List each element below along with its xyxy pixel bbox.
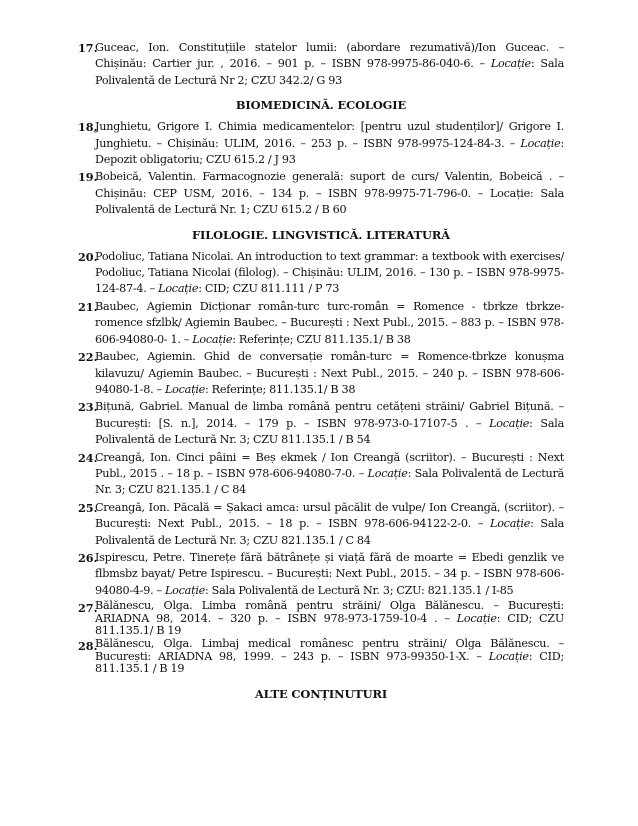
bibliography-entry bbox=[78, 40, 564, 89]
entry-text bbox=[95, 349, 564, 398]
entry-citation: Baubec, Agiemin. Ghid de conversație român-turc = Romence-tbrkze konușma kilavuzu/ Agiemin Baubec. – București : Next Publ., 2015. – 240 p. – ISBN 978-606-94080-1-8. – bbox=[95, 350, 564, 396]
entry-location: : Referințe; 811.135.1/ B 38 bbox=[205, 382, 356, 396]
entry-location: : CID; CZU 811.111 / P 73 bbox=[198, 282, 340, 296]
entry-number: 21. bbox=[78, 299, 98, 314]
bibliography-entry bbox=[78, 249, 564, 298]
section-title-alte-continuturi: ALTE CONȚINUTURI bbox=[254, 686, 388, 701]
entry-text bbox=[95, 600, 564, 637]
entry-citation: Guceac, Ion. Constituțiile statelor lumii: (abordare rezumativă)/Ion Guceac. – Chișinău: Cartier jur. , 2016. – 901 p. – ISBN 978-9975-86-040-6. – bbox=[95, 41, 564, 71]
entry-number: 28. bbox=[78, 639, 98, 654]
entry-text bbox=[95, 399, 564, 448]
entry-number: 17. bbox=[78, 41, 98, 55]
entry-citation: Creangă, Ion. Cinci pâini = Beș ekmek / Ion Creangă (scriitor). – București : Next Publ., 2015 . – 18 p. – ISBN 978-606-94080-7-0. – bbox=[95, 450, 564, 480]
entry-number: 24. bbox=[78, 450, 98, 465]
bibliography-entry bbox=[78, 500, 564, 549]
entry-location-label: Locație bbox=[489, 416, 530, 430]
entry-text bbox=[95, 40, 564, 89]
entry-text bbox=[95, 550, 564, 599]
entry-location-label: Locație bbox=[520, 136, 561, 150]
bibliography-entry bbox=[78, 349, 564, 398]
bibliography-entry bbox=[78, 600, 564, 637]
entry-number: 25. bbox=[78, 500, 98, 515]
entry-location: : Sala Polivalentă de Lectură Nr. 3; CZU 821.135.1 / C 84 bbox=[95, 517, 564, 547]
entry-location: : Sala Polivalentă de Lectură Nr. 3; CZU 821.135.1 / C 84 bbox=[95, 466, 564, 497]
entry-location: : Referințe; CZU 811.135.1/ B 38 bbox=[232, 332, 411, 346]
entry-citation: Bobeică, Valentin. Farmacognozie generală: suport de curs/ Valentin, Bobeică . – Chișinău: CEP USM, 2016. – 134 p. – ISBN 978-9975-71-796-0. – Locație: Sala Polivalentă de Lectură Nr. 1; CZU 615.2 / B 60 bbox=[95, 170, 564, 217]
section-title-filologie: FILOLOGIE. LINGVISTICĂ. LITERATURĂ bbox=[192, 227, 450, 242]
bibliography-entry bbox=[78, 119, 564, 168]
entry-citation: Junghietu, Grigore I. Chimia medicamentelor: [pentru uzul studenților]/ Grigore I. Junghietu. – Chișinău: ULIM, 2016. – 253 p. – ISBN 978-9975-124-84-3. – bbox=[95, 120, 564, 150]
entry-citation: Bălănescu, Olga. Limba română pentru străini/ Olga Bălănescu. – București: ARIADNA 98, 2014. – 320 p. – ISBN 978-973-1759-10-4 . – bbox=[95, 599, 564, 625]
bibliography-entry bbox=[78, 550, 564, 599]
entry-text bbox=[95, 119, 564, 168]
entry-location-label: Locație bbox=[488, 649, 529, 663]
bibliography-entry bbox=[78, 169, 564, 218]
entry-citation: Podoliuc, Tatiana Nicolai. An introduction to text grammar: a textbook with exercises/ Podoliuc, Tatiana Nicolai (filolog). – Chișinău: ULIM, 2016. – 130 p. – ISBN 978-9975-124-87-4. – bbox=[95, 249, 564, 296]
entry-citation: Bițună, Gabriel. Manual de limba română pentru cetățeni străini/ Gabriel Bițună. – București: [S. n.], 2014. – 179 p. – ISBN 978-973-0-17107-5 . – bbox=[95, 400, 564, 430]
entry-location: : Sala Polivalentă de Lectură Nr. 3; CZU 811.135.1 / B 54 bbox=[95, 416, 564, 447]
entry-text bbox=[95, 450, 564, 499]
entry-location: : CID; CZU 811.135.1/ B 19 bbox=[95, 611, 565, 637]
entry-number: 20. bbox=[78, 249, 98, 264]
bibliography-entry bbox=[78, 399, 564, 448]
entry-number: 27. bbox=[78, 601, 98, 616]
entry-location: : Sala Polivalentă de Lectură Nr. 3; CZU: 821.135.1 / I-85 bbox=[205, 583, 514, 597]
entry-location-label: Locație bbox=[165, 382, 206, 396]
entry-location-label: Locație bbox=[490, 57, 531, 71]
entry-location: : Sala Polivalentă de Lectură Nr 2; CZU 342.2/ G 93 bbox=[95, 57, 564, 87]
entry-number: 18. bbox=[78, 120, 98, 135]
entry-text bbox=[95, 169, 564, 218]
entry-citation: Ispirescu, Petre. Tinerețe fără bătrânețe și viață fără de moarte = Ebedi genzlik ve flbmsbz bayat/ Petre Ispirescu. – București: Next Publ., 2015. – 34 p. – ISBN 978-606-94080-4-9. – bbox=[95, 550, 564, 597]
entry-text bbox=[95, 638, 564, 675]
bibliography-entry bbox=[78, 450, 564, 499]
entry-number: 19. bbox=[78, 170, 98, 185]
entry-text bbox=[95, 249, 564, 298]
entry-citation: Baubec, Agiemin Dicționar român-turc turc-român = Romence - tbrkze tbrkze-romence sfzlbk/ Agiemin Baubec. – București : Next Publ., 2015. – 883 p. – ISBN 978-606-94080-0- 1. – bbox=[95, 299, 564, 346]
entry-location-label: Locație bbox=[165, 583, 206, 597]
entry-location-label: Locație bbox=[456, 611, 497, 625]
bibliography-entry bbox=[78, 638, 564, 675]
entry-location-label: Locație bbox=[158, 282, 199, 296]
entry-location: : CID; 811.135.1 / B 19 bbox=[95, 649, 565, 676]
entry-location: : Depozit obligatoriu; CZU 615.2 / J 93 bbox=[95, 136, 564, 167]
entry-location-label: Locație bbox=[192, 332, 233, 346]
entry-number: 22. bbox=[78, 350, 98, 365]
entry-text bbox=[95, 299, 564, 348]
entry-number: 26. bbox=[78, 550, 98, 565]
document-page bbox=[78, 40, 564, 708]
entry-text bbox=[95, 500, 564, 549]
entry-location-label: Locație bbox=[490, 517, 531, 531]
entry-number: 23. bbox=[78, 400, 98, 415]
section-title-biomedicina: BIOMEDICINĂ. ECOLOGIE bbox=[235, 98, 407, 113]
entry-location-label: Locație bbox=[367, 466, 408, 480]
bibliography-entry bbox=[78, 299, 564, 348]
entry-citation: Bălănescu, Olga. Limbaj medical românesc pentru străini/ Olga Bălănescu. – București: ARIADNA 98, 1999. – 243 p. – ISBN 973-99350-1-X. – bbox=[95, 637, 564, 663]
entry-citation: Creangă, Ion. Păcală = Șakaci amca: ursul păcălit de vulpe/ Ion Creangă, (scriitor). – București: Next Publ., 2015. – 18 p. – ISBN 978-606-94122-2-0. – bbox=[95, 500, 564, 531]
